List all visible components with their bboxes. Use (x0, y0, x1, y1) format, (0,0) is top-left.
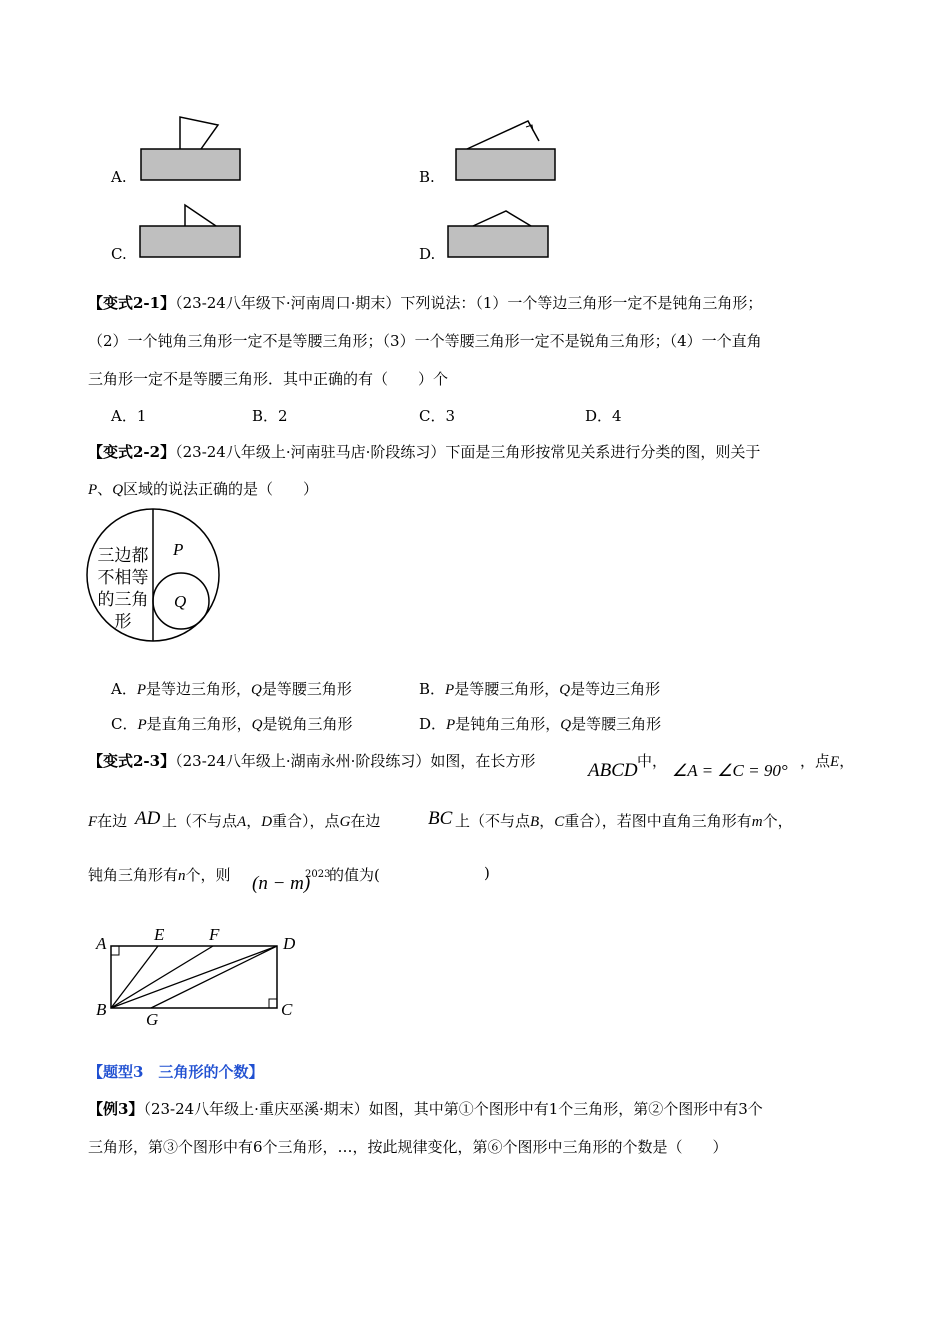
option-p: P (137, 717, 147, 733)
option-a-label: A. (111, 168, 127, 186)
v22-line2-text: 区域的说法正确的是（ ） (123, 480, 319, 498)
v23-t6: 重合），点 (272, 812, 340, 830)
option-b-label: B. (419, 168, 435, 186)
option-d-label: D. (419, 245, 436, 263)
segment-gd (151, 946, 277, 1008)
option-p: P (136, 682, 147, 698)
v23-t5: 上（不与点 (162, 812, 238, 830)
point-d-label: D (283, 934, 296, 953)
v23-d: D (261, 814, 273, 830)
v22-q: Q (112, 482, 124, 498)
v21-option-b: B．2 (252, 407, 288, 425)
option-q-text: 是等腰三角形 (571, 715, 662, 733)
option-p-text: 是直角三角形， (146, 715, 252, 733)
v23-abcd: ABCD (588, 760, 638, 781)
v21-line2: （2）一个钝角三角形一定不是等腰三角形；（3）一个等腰三角形一定不是锐角三角形；（4）一个直角 (88, 332, 762, 350)
v23-b: B (530, 814, 540, 830)
option-q: Q (559, 682, 571, 698)
v23-ad: AD (135, 808, 161, 829)
option-q-text: 是等边三角形 (570, 680, 661, 698)
point-b-label: B (96, 1000, 107, 1019)
point-a-label: A (96, 934, 107, 953)
v23-close: ) (484, 864, 490, 882)
v23-expr: (n − m) (252, 873, 311, 894)
v22-sep: 、 (97, 480, 113, 498)
ex3-source: （23-24八年级上·重庆巫溪·期末） (143, 1100, 369, 1118)
scalene-line-1: 三边都 (97, 546, 149, 566)
v21-tag: 【变式2-1】 (88, 294, 176, 312)
v22-tag: 【变式2-2】 (88, 443, 176, 461)
right-angle-a (111, 946, 119, 955)
v23-t8: 上（不与点 (455, 812, 531, 830)
option-c-label: C. (111, 245, 127, 263)
option-q: Q (251, 682, 262, 698)
v23-g: G (339, 814, 351, 830)
v23-c: C (554, 814, 565, 830)
option-p-text: 是等腰三角形， (454, 680, 560, 698)
v23-e: E (830, 754, 840, 770)
section-3-title: 【题型3 三角形的个数】 (88, 1063, 264, 1081)
ex3-tag: 【例3】 (88, 1100, 144, 1118)
v23-comma-b: ， (539, 812, 555, 830)
option-letter: D． (419, 715, 447, 733)
v23-t13: 的值为( (329, 866, 380, 884)
v23-t1: 如图，在长方形 (430, 752, 536, 770)
v22-source: （23-24八年级上·河南驻马店·阶段练习） (175, 443, 446, 461)
v23-bc: BC (428, 808, 453, 829)
v23-t9: 重合），若图中直角三角形有 (564, 812, 752, 830)
v23-t2: 中， (637, 752, 668, 770)
option-letter: C． (111, 715, 138, 733)
v22-line1-text: 下面是三角形按常见关系进行分类的图，则关于 (445, 443, 761, 461)
option-letter: A． (111, 680, 137, 698)
v23-t7: 在边 (350, 812, 381, 830)
v23-t4: 在边 (97, 812, 128, 830)
option-p: P (446, 717, 456, 733)
option-q: Q (251, 717, 263, 733)
v21-line1-text: 下列说法：（1）一个等边三角形一定不是钝角三角形； (400, 294, 763, 312)
v23-a: A (237, 814, 247, 830)
v23-comma: ， (839, 752, 855, 770)
v23-comma-a: ， (246, 812, 262, 830)
v23-f: F (88, 814, 98, 830)
v21-source: （23-24八年级下·河南周口·期末） (175, 294, 401, 312)
v22-p: P (88, 482, 98, 498)
point-e-label: E (154, 925, 165, 944)
v23-angle-expr: ∠A = ∠C = 90° (672, 761, 788, 780)
segment-bf (111, 946, 213, 1008)
right-angle-c (269, 999, 277, 1008)
v23-tag: 【变式2-3】 (88, 752, 176, 770)
v23-t3: ，点 (800, 752, 831, 770)
diagram-p-label: P (173, 540, 184, 559)
option-q: Q (560, 717, 572, 733)
v23-exp: 2023 (305, 869, 331, 880)
v23-t11: 钝角三角形有 (88, 866, 179, 884)
diagram-q-label: Q (174, 592, 187, 611)
scalene-line-2: 不相等 (97, 568, 149, 588)
ex3-line1-text: 如图，其中第①个图形中有1个三角形，第②个图形中有3个 (368, 1100, 763, 1118)
option-p: P (445, 682, 455, 698)
ex3-line2: 三角形，第③个图形中有6个三角形，…，按此规律变化，第⑥个图形中三角形的个数是（ ） (88, 1138, 728, 1156)
v23-t10: 个， (762, 812, 793, 830)
option-q-text: 是等腰三角形 (261, 680, 352, 698)
v21-line3: 三角形一定不是等腰三角形．其中正确的有（ ）个 (88, 370, 449, 388)
v21-option-c: C．3 (419, 407, 456, 425)
option-letter: B． (419, 680, 446, 698)
v21-option-a: A．1 (111, 407, 147, 425)
option-p-text: 是钝角三角形， (455, 715, 561, 733)
scalene-line-3: 的三角 (97, 590, 149, 610)
segment-bd (111, 946, 277, 1008)
ex3-line1 (88, 1098, 763, 1119)
scalene-line-4: 形 (114, 612, 132, 632)
point-g-label: G (146, 1010, 159, 1029)
v23-source: （23-24八年级上·湖南永州·阶段练习） (175, 752, 431, 770)
option-p-text: 是等边三角形， (146, 680, 252, 698)
point-c-label: C (281, 1000, 293, 1019)
v23-n: n (178, 868, 186, 884)
v23-t12: 个，则 (185, 866, 231, 884)
v23-m: m (751, 814, 763, 830)
v21-option-d: D．4 (585, 407, 622, 425)
option-q-text: 是锐角三角形 (262, 715, 353, 733)
point-f-label: F (209, 925, 220, 944)
